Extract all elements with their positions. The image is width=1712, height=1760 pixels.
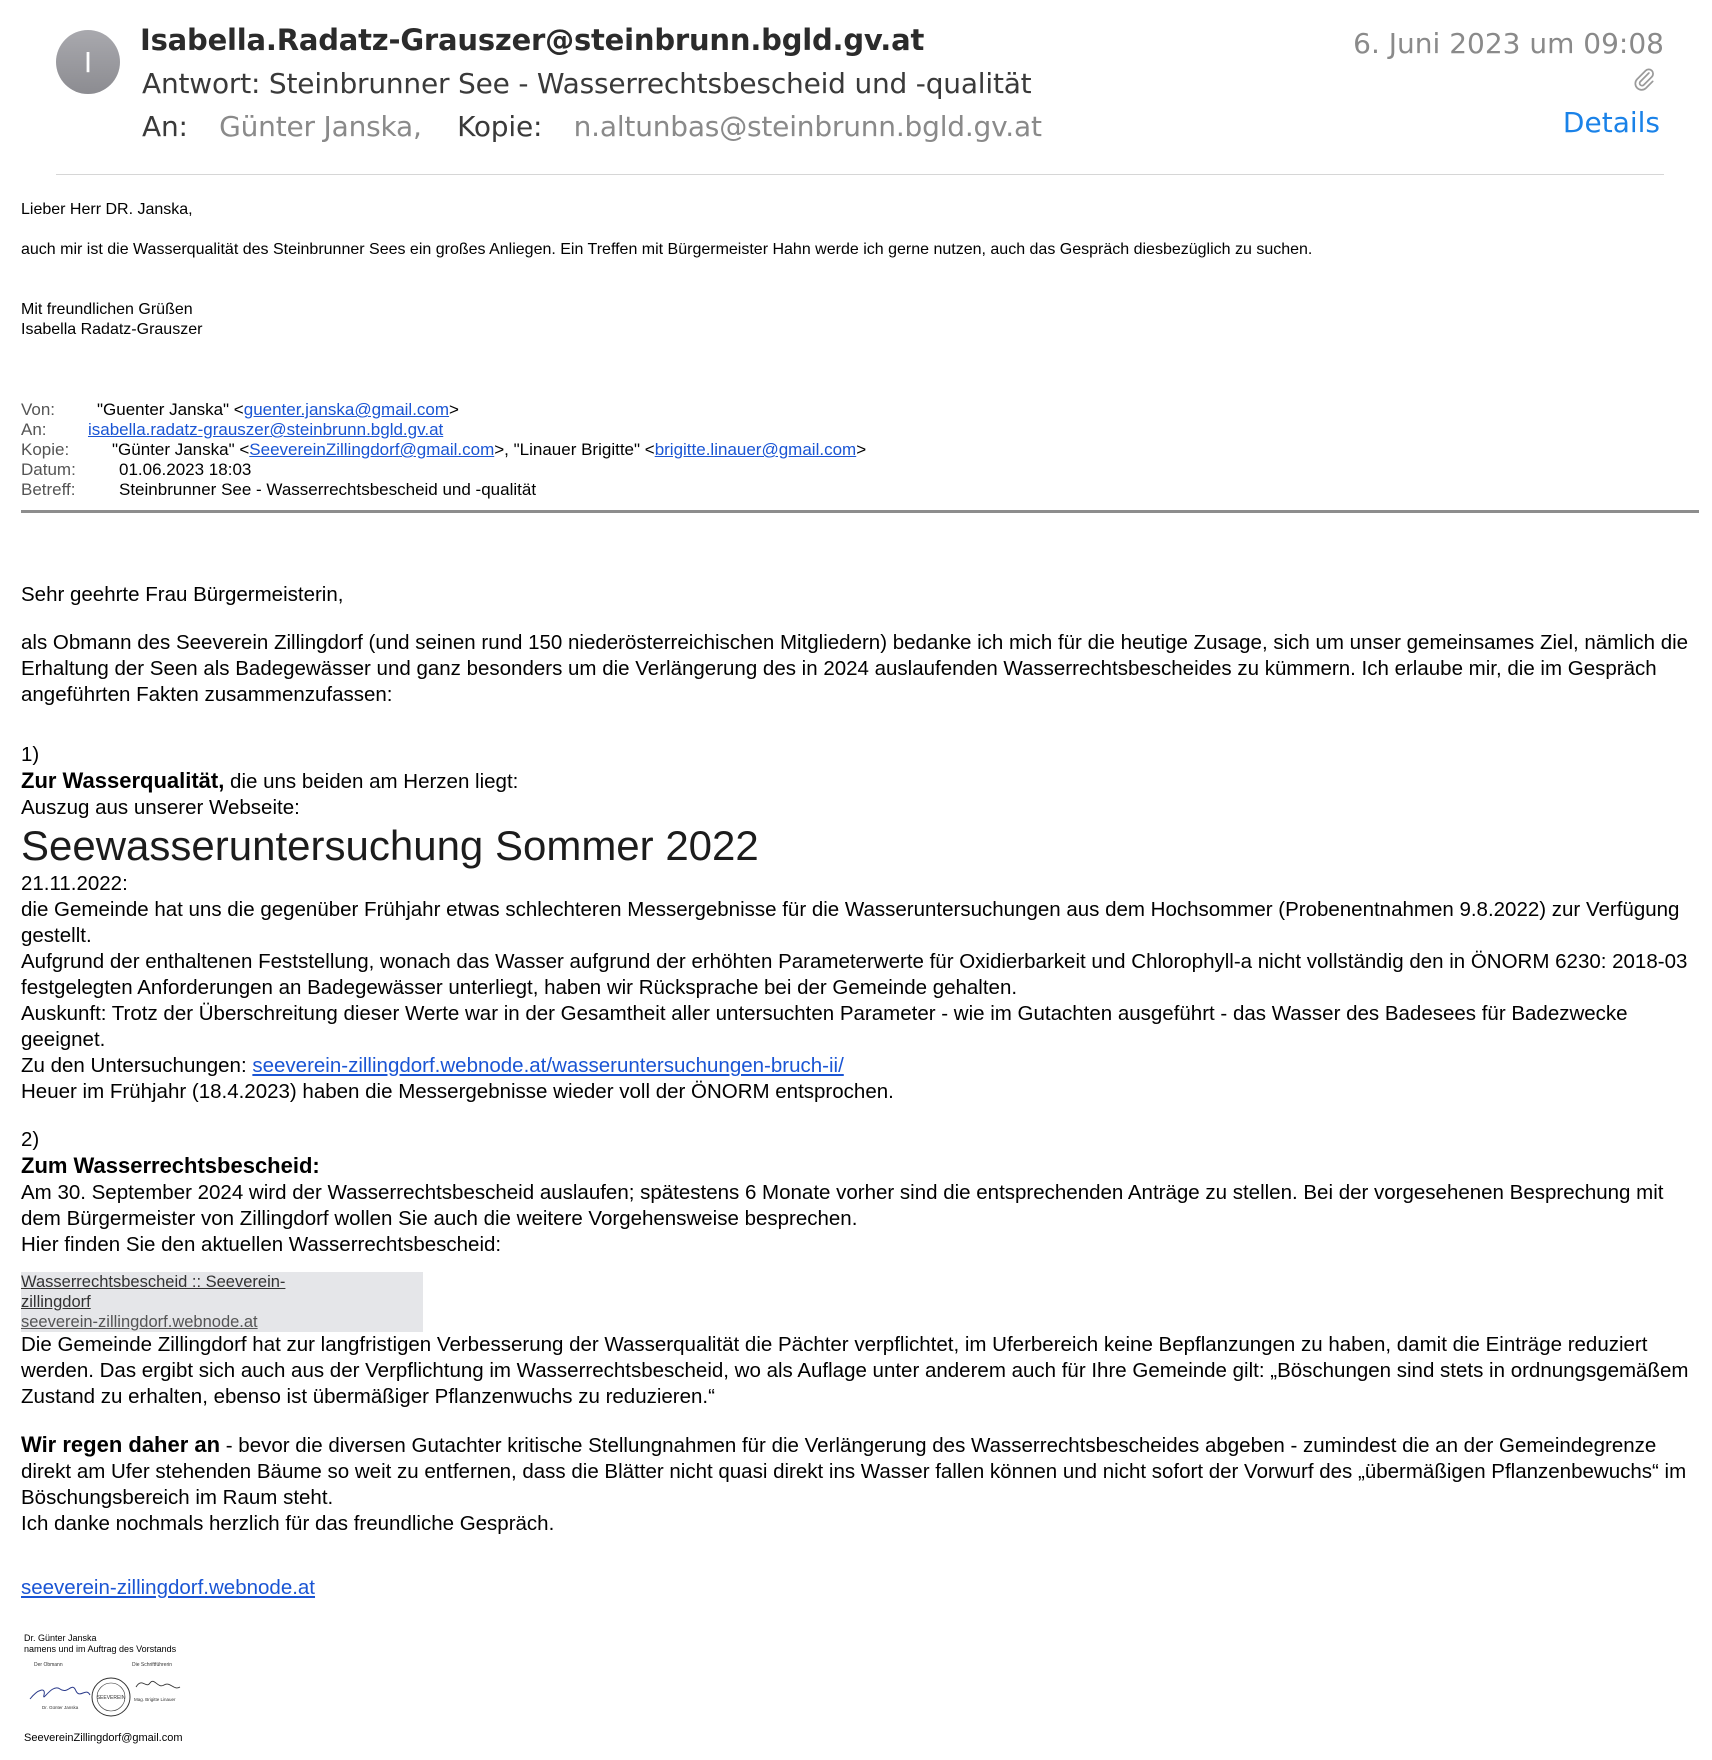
signature-stroke2 xyxy=(136,1681,180,1688)
quoted-to-email[interactable]: isabella.radatz-grauszer@steinbrunn.bgld.gv.at xyxy=(88,420,444,439)
section1-paragraph3: Auskunft: Trotz der Überschreitung dieser Werte war in der Gesamtheit aller untersuchten Parameter - wie im Gutachten ausgeführt - das Wasser des Badesees für Badezwecke geeignet. xyxy=(21,1002,1628,1051)
reply-greeting: Lieber Herr DR. Janska, xyxy=(21,201,193,218)
signature-line1: Dr. Günter Janska xyxy=(24,1633,97,1643)
quoted-cc-name1: "Günter Janska" < xyxy=(112,440,250,459)
signature-role1: Der Obmann xyxy=(34,1662,63,1668)
quoted-cc-email2[interactable]: brigitte.linauer@gmail.com xyxy=(654,440,857,459)
quoted-subject-label: Betreff: xyxy=(21,480,76,499)
quote-divider xyxy=(21,510,1699,513)
reply-body: auch mir ist die Wasserqualität des Steinbrunner Sees ein großes Anliegen. Ein Treffen mit Bürgermeister Hahn werde ich gerne nutzen, auch das Gespräch diesbezüglich zu suchen. xyxy=(21,241,1313,258)
message-subject: Antwort: Steinbrunner See - Wasserrechtsbescheid und -qualität xyxy=(142,67,1032,100)
quoted-cc-email1[interactable]: SeevereinZillingdorf@gmail.com xyxy=(249,440,495,459)
footer-link[interactable]: seeverein-zillingdorf.webnode.at xyxy=(21,1576,316,1599)
to-label: An: xyxy=(142,110,188,143)
quoted-from-name: "Guenter Janska" < xyxy=(97,400,244,419)
paperclip-icon[interactable] xyxy=(1631,66,1657,92)
cc-recipient[interactable]: n.altunbas@steinbrunn.bgld.gv.at xyxy=(573,110,1042,143)
section1-number: 1) xyxy=(21,743,40,766)
quoted-from-label: Von: xyxy=(21,400,56,419)
message-date: 6. Juni 2023 um 09:08 xyxy=(1353,27,1664,60)
link-preview-card[interactable] xyxy=(21,1272,423,1332)
thanks-line: Ich danke nochmals herzlich für das freundliche Gespräch. xyxy=(21,1512,555,1535)
section3-paragraph xyxy=(21,1432,1701,1511)
quoted-from-end: > xyxy=(449,400,459,419)
section1-paragraph1: die Gemeinde hat uns die gegenüber Frühjahr etwas schlechteren Messergebnisse für die Wasseruntersuchungen aus dem Hochsommer (Probenentnahmen 9.8.2022) zur Verfügung gestellt. xyxy=(21,898,1680,947)
recipients-line xyxy=(142,110,1042,143)
quoted-cc-mid: >, "Linauer Brigitte" < xyxy=(494,440,655,459)
section1-excerpt-label: Auszug aus unserer Webseite: xyxy=(21,796,300,819)
section2-heading xyxy=(21,1153,1701,1180)
cc-label: Kopie: xyxy=(457,110,543,143)
section1-big-heading: Seewasseruntersuchung Sommer 2022 xyxy=(21,822,759,869)
reply-name: Isabella Radatz-Grauszer xyxy=(21,321,203,338)
quoted-cc-label: Kopie: xyxy=(21,440,70,459)
section1-paragraph2: Aufgrund der enthaltenen Feststellung, wonach das Wasser aufgrund der erhöhten Parameterwerte für Oxidierbarkeit und Chlorophyll-a nicht vollständig den in ÖNORM 6230: 2018-03 festgelegten Anforderungen an Badegewässer unterliegt, haben wir Rücksprache bei der Gemeinde gehalten. xyxy=(21,950,1688,999)
original-message xyxy=(21,582,1701,1601)
card-title-line1: Wasserrechtsbescheid :: Seeverein- xyxy=(21,1273,286,1291)
section2-paragraph1: Am 30. September 2024 wird der Wasserrechtsbescheid auslaufen; spätestens 6 Monate vorher sind die entsprechenden Anträge zu stellen. Bei der vorgesehenen Besprechung mit dem Bürgermeister von Zillingdorf wollen Sie auch die weitere Vorgehensweise besprechen. xyxy=(21,1181,1664,1230)
card-url: seeverein-zillingdorf.webnode.at xyxy=(21,1313,258,1331)
section2-paragraph2: Hier finden Sie den aktuellen Wasserrechtsbescheid: xyxy=(21,1233,502,1256)
intro-paragraph: als Obmann des Seeverein Zillingdorf (und seinen rund 150 niederösterreichischen Mitgliedern) bedanke ich mich für die heutige Zusage, sich um unser gemeinsames Ziel, nämlich die Erhaltung der Seen als Badegewässer und ganz besonders um die Verlängerung des in 2024 auslaufenden Wasserrechtsbescheides zu kümmern. Ich erlaube mir, die im Gespräch angeführten Fakten zusammenzufassen: xyxy=(21,631,1689,706)
signature-role2: Die Schriftführerin xyxy=(132,1662,173,1668)
section3-bold: Wir regen daher an xyxy=(21,1432,221,1457)
sender-avatar[interactable] xyxy=(56,30,120,94)
signature-name1: Dr. Günter Janska xyxy=(42,1705,79,1710)
section1-title: Zur Wasserqualität, xyxy=(21,768,225,793)
signature-line2: namens und im Auftrag des Vorstands xyxy=(24,1644,177,1654)
avatar-initial: I xyxy=(83,45,93,79)
section1-link[interactable]: seeverein-zillingdorf.webnode.at/wasseruntersuchungen-bruch-ii/ xyxy=(252,1054,844,1077)
salutation: Sehr geehrte Frau Bürgermeisterin, xyxy=(21,583,344,606)
section1-heading xyxy=(21,768,1701,795)
section1-date: 21.11.2022: xyxy=(21,872,128,895)
quoted-date-value: 01.06.2023 18:03 xyxy=(119,460,252,479)
section1-link-label: Zu den Untersuchungen: xyxy=(21,1054,253,1077)
details-button[interactable]: Details xyxy=(1562,106,1660,139)
signature-block xyxy=(24,1633,224,1753)
signature-stroke1 xyxy=(30,1687,90,1699)
section2-paragraph3: Die Gemeinde Zillingdorf hat zur langfristigen Verbesserung der Wasserqualität die Pächter verpflichtet, im Uferbereich keine Bepflanzungen zu haben, damit die Einträge reduziert werden. Das ergibt sich auch aus der Verpflichtung im Wasserrechtsbescheid, wo als Auflage unter anderem auch für Ihre Gemeinde gilt: „Böschungen sind stets in ordnungsgemäßem Zustand zu erhalten, ebenso ist übermäßiger Pflanzenwuchs zu reduzieren.“ xyxy=(21,1333,1689,1408)
quoted-cc-value xyxy=(112,440,866,460)
quoted-from-email[interactable]: guenter.janska@gmail.com xyxy=(243,400,450,419)
quoted-subject-value: Steinbrunner See - Wasserrechtsbescheid und -qualität xyxy=(119,480,537,499)
reply-closing: Mit freundlichen Grüßen xyxy=(21,301,193,318)
card-title-line2: zillingdorf xyxy=(21,1293,91,1311)
message-header xyxy=(0,0,1712,180)
quoted-date-label: Datum: xyxy=(21,460,76,479)
sender-address[interactable]: Isabella.Radatz-Grauszer@steinbrunn.bgld.gv.at xyxy=(140,23,925,57)
stamp-text: SEEVEREIN xyxy=(96,1695,126,1701)
signature-name2: Mag. Brigitte Linauer xyxy=(134,1697,176,1702)
quoted-from-value xyxy=(97,400,459,420)
section1-link-line xyxy=(21,1053,1701,1079)
section1-title-rest: die uns beiden am Herzen liegt: xyxy=(224,770,519,793)
quoted-cc-end: > xyxy=(856,440,867,459)
section1-paragraph4: Heuer im Frühjahr (18.4.2023) haben die Messergebnisse wieder voll der ÖNORM entsprochen. xyxy=(21,1080,894,1103)
quoted-to-label: An: xyxy=(21,420,47,439)
to-recipient[interactable]: Günter Janska, xyxy=(219,110,422,143)
signature-image xyxy=(24,1659,194,1729)
header-divider xyxy=(56,174,1664,175)
section2-title: Zum Wasserrechtsbescheid: xyxy=(21,1153,320,1178)
signature-email: SeevereinZillingdorf@gmail.com xyxy=(24,1732,183,1744)
section2-number: 2) xyxy=(21,1128,40,1151)
section3-rest: - bevor die diversen Gutachter kritische Stellungnahmen für die Verlängerung des Wasserrechtsbescheides abgeben - zumindest die an der Gemeindegrenze direkt am Ufer stehenden Bäume so weit zu entfernen, dass die Blätter nicht quasi direkt ins Wasser fallen können und nicht sofort der Vorwurf des „übermäßigen Pflanzenbewuchs“ im Böschungsbereich im Raum steht. xyxy=(21,1434,1687,1509)
